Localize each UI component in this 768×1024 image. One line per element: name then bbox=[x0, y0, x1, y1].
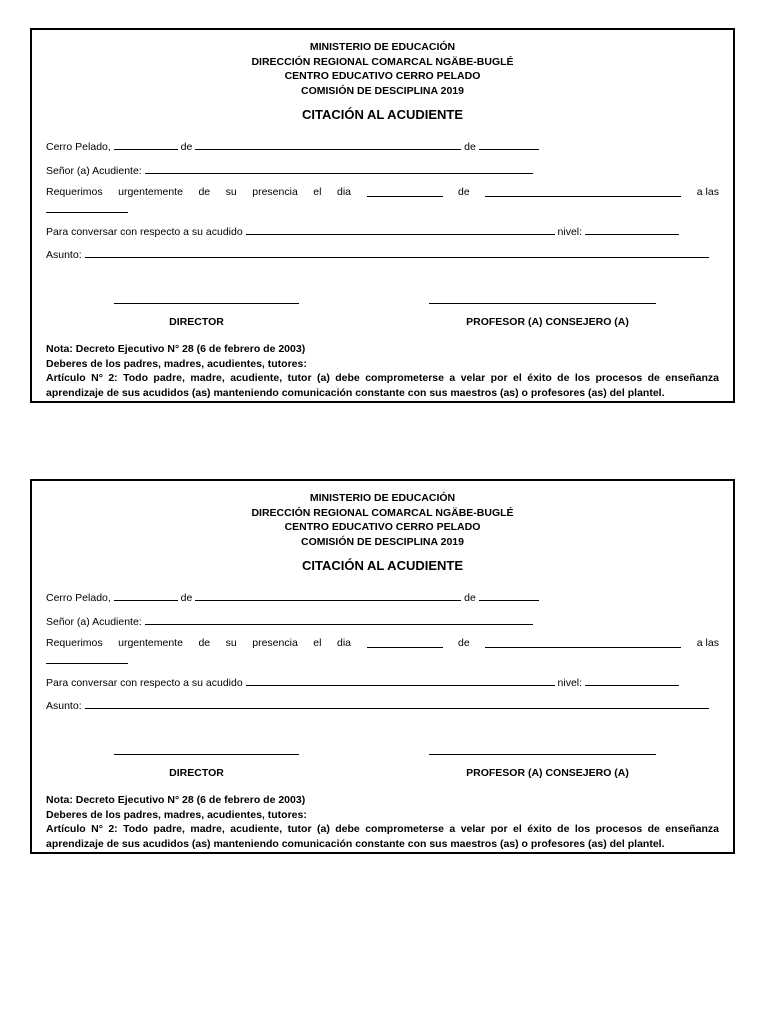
level-label: nivel: bbox=[557, 226, 583, 238]
student-label: Para conversar con respecto a su acudido bbox=[46, 677, 243, 689]
subject-blank[interactable] bbox=[85, 247, 709, 258]
req-word: presencia bbox=[252, 186, 298, 198]
header-ministry: MINISTERIO DE EDUCACIÓN bbox=[309, 492, 456, 504]
time-row bbox=[46, 653, 719, 668]
de-label: de bbox=[458, 637, 470, 649]
subject-blank[interactable] bbox=[85, 698, 709, 709]
counselor-label: PROFESOR (A) CONSEJERO (A) bbox=[466, 767, 629, 779]
subject-row bbox=[46, 247, 719, 262]
header-regional: DIRECCIÓN REGIONAL COMARCAL NGÄBE-BUGLÉ bbox=[251, 506, 514, 519]
date-row bbox=[46, 590, 719, 605]
de-label: de bbox=[464, 141, 476, 153]
header-ministry: MINISTERIO DE EDUCACIÓN bbox=[309, 41, 456, 53]
form-title: CITACIÓN AL ACUDIENTE bbox=[301, 107, 464, 122]
request-row bbox=[46, 186, 719, 199]
de-label: de bbox=[180, 592, 193, 604]
student-row bbox=[46, 224, 719, 239]
req-word: presencia bbox=[252, 637, 298, 649]
director-label: DIRECTOR bbox=[169, 316, 224, 328]
header-school: CENTRO EDUCATIVO CERRO PELADO bbox=[284, 70, 481, 82]
note-article: Artículo N° 2: Todo padre, madre, acudiente, tutor (a) debe comprometerse a velar por el éxito de los procesos de enseñanza aprendizaje de sus acudidos (as) manteniendo comunicación constante con sus maestros (as) o profesores (as) del plantel. bbox=[46, 823, 719, 850]
day-blank[interactable] bbox=[367, 637, 443, 648]
day-blank[interactable] bbox=[114, 590, 178, 601]
level-blank[interactable] bbox=[585, 675, 679, 686]
date-blank[interactable] bbox=[485, 637, 681, 648]
req-word: el bbox=[313, 186, 322, 198]
guardian-row bbox=[46, 163, 719, 178]
guardian-blank[interactable] bbox=[145, 614, 533, 625]
time-row bbox=[46, 202, 719, 217]
note-decree: Nota: Decreto Ejecutivo N° 28 (6 de febrero de 2003) bbox=[46, 343, 306, 355]
form-title: CITACIÓN AL ACUDIENTE bbox=[301, 558, 464, 573]
request-row bbox=[46, 637, 719, 650]
date-row bbox=[46, 139, 719, 154]
guardian-blank[interactable] bbox=[145, 163, 533, 174]
counselor-signature-line[interactable] bbox=[429, 303, 656, 304]
note-article: Artículo N° 2: Todo padre, madre, acudiente, tutor (a) debe comprometerse a velar por el éxito de los procesos de enseñanza aprendizaje de sus acudidos (as) manteniendo comunicación constante con sus maestros (as) o profesores (as) del plantel. bbox=[46, 372, 719, 399]
de-label: de bbox=[458, 186, 470, 198]
header-regional: DIRECCIÓN REGIONAL COMARCAL NGÄBE-BUGLÉ bbox=[251, 55, 514, 68]
time-blank[interactable] bbox=[46, 653, 128, 664]
student-blank[interactable] bbox=[246, 675, 555, 686]
place-label: Cerro Pelado, bbox=[46, 141, 111, 153]
level-blank[interactable] bbox=[585, 224, 679, 235]
header-commission: COMISIÓN DE DESCIPLINA 2019 bbox=[301, 535, 464, 548]
citation-form bbox=[30, 28, 735, 403]
day-blank[interactable] bbox=[114, 139, 178, 150]
counselor-signature-line[interactable] bbox=[429, 754, 656, 755]
guardian-row bbox=[46, 614, 719, 629]
citation-form bbox=[30, 479, 735, 854]
student-blank[interactable] bbox=[246, 224, 555, 235]
month-blank[interactable] bbox=[195, 590, 461, 601]
counselor-label: PROFESOR (A) CONSEJERO (A) bbox=[466, 316, 629, 328]
year-blank[interactable] bbox=[479, 590, 539, 601]
student-label: Para conversar con respecto a su acudido bbox=[46, 226, 243, 238]
req-word: de bbox=[198, 637, 211, 649]
student-row bbox=[46, 675, 719, 690]
header-commission: COMISIÓN DE DESCIPLINA 2019 bbox=[301, 84, 464, 97]
req-word: el bbox=[313, 637, 322, 649]
req-word: de bbox=[198, 186, 211, 198]
legal-note bbox=[46, 793, 719, 851]
req-word: urgentemente bbox=[118, 186, 183, 198]
director-label: DIRECTOR bbox=[169, 767, 224, 779]
guardian-label: Señor (a) Acudiente: bbox=[46, 616, 142, 628]
subject-label: Asunto: bbox=[46, 700, 82, 712]
de-label: de bbox=[464, 592, 476, 604]
req-word: Requerimos bbox=[46, 186, 103, 198]
director-signature-line[interactable] bbox=[114, 754, 299, 755]
subject-label: Asunto: bbox=[46, 249, 82, 261]
time-blank[interactable] bbox=[46, 202, 128, 213]
req-word: urgentemente bbox=[118, 637, 183, 649]
form-header bbox=[32, 30, 733, 98]
month-blank[interactable] bbox=[195, 139, 461, 150]
director-signature-line[interactable] bbox=[114, 303, 299, 304]
year-blank[interactable] bbox=[479, 139, 539, 150]
date-blank[interactable] bbox=[485, 186, 681, 197]
header-school: CENTRO EDUCATIVO CERRO PELADO bbox=[284, 521, 481, 533]
req-word: dia bbox=[337, 186, 352, 198]
day-blank[interactable] bbox=[367, 186, 443, 197]
req-word: su bbox=[225, 637, 237, 649]
req-word: dia bbox=[337, 637, 352, 649]
subject-row bbox=[46, 698, 719, 713]
level-label: nivel: bbox=[557, 677, 583, 689]
req-word: Requerimos bbox=[46, 637, 103, 649]
form-header bbox=[32, 481, 733, 549]
guardian-label: Señor (a) Acudiente: bbox=[46, 165, 142, 177]
note-duties: Deberes de los padres, madres, acudientes, tutores: bbox=[46, 808, 307, 821]
req-word: su bbox=[225, 186, 237, 198]
de-label: de bbox=[180, 141, 193, 153]
time-label: a las bbox=[696, 186, 719, 198]
note-decree: Nota: Decreto Ejecutivo N° 28 (6 de febrero de 2003) bbox=[46, 794, 306, 806]
legal-note bbox=[46, 342, 719, 400]
place-label: Cerro Pelado, bbox=[46, 592, 111, 604]
time-label: a las bbox=[696, 637, 719, 649]
note-duties: Deberes de los padres, madres, acudientes, tutores: bbox=[46, 357, 307, 370]
